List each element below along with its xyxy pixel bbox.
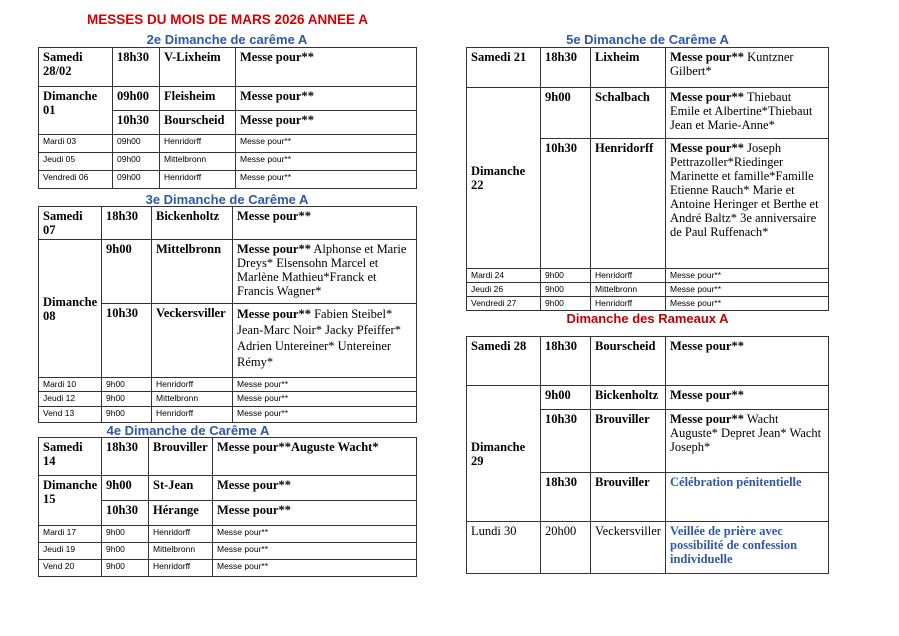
time-cell: 9h00	[102, 378, 152, 392]
table-row	[39, 560, 417, 577]
day-cell: Samedi 21	[467, 48, 541, 88]
table-row	[39, 207, 417, 240]
mass-cell	[666, 139, 829, 269]
day-cell: Dimanche 15	[39, 476, 102, 526]
mass-label: Messe pour**	[670, 50, 744, 64]
place-cell: Henridorff	[152, 378, 233, 392]
section-title-rameaux: Dimanche des Rameaux A	[566, 311, 729, 326]
mass-label: Messe pour**	[237, 307, 311, 321]
time-cell: 18h30	[113, 48, 160, 87]
table-row	[39, 407, 417, 423]
mass-cell: Messe pour**	[666, 269, 829, 283]
intentions: Wacht Auguste* Depret Jean* Wacht Joseph*	[670, 412, 822, 454]
place-cell: Schalbach	[591, 88, 666, 139]
table-row	[39, 392, 417, 407]
time-cell: 10h30	[102, 501, 149, 526]
mass-cell: Messe pour**	[233, 392, 417, 407]
mass-cell	[666, 88, 829, 139]
mass-cell	[233, 240, 417, 304]
day-cell: Samedi 28/02	[39, 48, 113, 87]
place-cell: Henridorff	[160, 171, 236, 189]
place-cell: Brouviller	[591, 410, 666, 473]
mass-label: Messe pour**	[670, 90, 744, 104]
schedule-table-2e-dimanche	[38, 47, 417, 189]
day-cell: Dimanche 01	[39, 87, 113, 135]
table-row	[467, 48, 829, 88]
place-cell: Mittelbronn	[160, 153, 236, 171]
time-cell: 9h00	[541, 269, 591, 283]
time-cell: 18h30	[541, 473, 591, 522]
day-cell: Jeudi 12	[39, 392, 102, 407]
day-cell: Vend 13	[39, 407, 102, 423]
place-cell: Bourscheid	[591, 337, 666, 386]
time-cell: 9h00	[102, 560, 149, 577]
table-row	[467, 283, 829, 297]
schedule-table-rameaux	[466, 336, 829, 574]
mass-cell: Messe pour**	[213, 476, 417, 501]
time-cell: 9h00	[102, 407, 152, 423]
day-cell: Jeudi 05	[39, 153, 113, 171]
time-cell: 9h00	[541, 283, 591, 297]
time-cell: 18h30	[102, 207, 152, 240]
time-cell: 9h00	[102, 240, 152, 304]
mass-cell: Messe pour**	[236, 111, 417, 135]
time-cell: 9h00	[102, 543, 149, 560]
table-row	[39, 526, 417, 543]
time-cell: 10h30	[541, 410, 591, 473]
table-row	[39, 476, 417, 501]
table-row	[467, 337, 829, 386]
place-cell: Henridorff	[149, 526, 213, 543]
mass-cell: Messe pour**	[666, 283, 829, 297]
time-cell: 10h30	[102, 304, 152, 378]
mass-cell: Messe pour**	[233, 378, 417, 392]
mass-cell: Messe pour**	[233, 207, 417, 240]
day-cell: Mardi 24	[467, 269, 541, 283]
schedule-table-4e-dimanche	[38, 437, 417, 577]
day-cell: Samedi 28	[467, 337, 541, 386]
place-cell: Fleisheim	[160, 87, 236, 111]
mass-cell: Veillée de prière avec possibilité de confession individuelle	[666, 522, 829, 574]
table-row	[39, 87, 417, 111]
day-cell: Vendredi 27	[467, 297, 541, 311]
time-cell: 09h00	[113, 171, 160, 189]
intentions: Fabien Steibel* Jean-Marc Noir* Jacky Pfeiffer* Adrien Untereiner* Untereiner Rémy*	[237, 307, 401, 369]
mass-cell: Messe pour**	[233, 407, 417, 423]
schedule-table-5e-dimanche	[466, 47, 829, 311]
mass-cell: Messe pour**	[213, 560, 417, 577]
place-cell: Henridorff	[591, 269, 666, 283]
time-cell: 18h30	[102, 438, 149, 476]
day-cell: Samedi 07	[39, 207, 102, 240]
place-cell: Veckersviller	[591, 522, 666, 574]
mass-cell: Messe pour**	[236, 171, 417, 189]
schedule-table-3e-dimanche	[38, 206, 417, 423]
intentions: Kuntzner Gilbert*	[670, 50, 794, 78]
mass-cell: Messe pour**	[236, 48, 417, 87]
table-row	[467, 522, 829, 574]
mass-cell: Messe pour**	[213, 543, 417, 560]
table-row	[39, 378, 417, 392]
mass-cell: Messe pour**	[236, 87, 417, 111]
day-cell: Vend 20	[39, 560, 102, 577]
section-title-3e-dimanche: 3e Dimanche de Carême A	[145, 192, 309, 207]
time-cell: 09h00	[113, 135, 160, 153]
intentions: Joseph Pettrazoller*Riedinger Marinette et famille*Famille Etienne Rauch* Marie et Antoine Heringer et Berthe et André Baltz* 3e anniversaire de Paul Ruffenach*	[670, 141, 819, 239]
mass-cell: Messe pour**	[213, 501, 417, 526]
place-cell: Brouviller	[591, 473, 666, 522]
page-title: MESSES DU MOIS DE MARS 2026 ANNEE A	[87, 12, 369, 27]
place-cell: V-Lixheim	[160, 48, 236, 87]
table-row	[467, 386, 829, 410]
place-cell: Hérange	[149, 501, 213, 526]
section-title-2e-dimanche: 2e Dimanche de carême A	[146, 32, 308, 47]
section-title-4e-dimanche: 4e Dimanche de Carême A	[106, 423, 270, 438]
day-cell: Lundi 30	[467, 522, 541, 574]
table-row	[39, 240, 417, 304]
day-cell: Dimanche 08	[39, 240, 102, 378]
mass-cell: Messe pour**	[666, 386, 829, 410]
time-cell: 18h30	[541, 337, 591, 386]
intentions: Thiebaut Emile et Albertine*Thiebaut Jean et Marie-Anne*	[670, 90, 813, 132]
mass-label: Messe pour**	[670, 412, 744, 426]
place-cell: Bickenholtz	[152, 207, 233, 240]
time-cell: 9h00	[102, 526, 149, 543]
place-cell: Henridorff	[591, 297, 666, 311]
mass-label: Messe pour**	[237, 242, 311, 256]
table-row	[39, 48, 417, 87]
mass-cell	[233, 304, 417, 378]
day-cell: Samedi 14	[39, 438, 102, 476]
place-cell: Henridorff	[152, 407, 233, 423]
day-cell: Dimanche 29	[467, 386, 541, 522]
time-cell: 9h00	[541, 386, 591, 410]
place-cell: Mittelbronn	[152, 392, 233, 407]
day-cell: Vendredi 06	[39, 171, 113, 189]
section-title-5e-dimanche: 5e Dimanche de Carême A	[566, 32, 729, 47]
time-cell: 10h30	[541, 139, 591, 269]
time-cell: 10h30	[113, 111, 160, 135]
mass-cell: Messe pour**Auguste Wacht*	[213, 438, 417, 476]
place-cell: St-Jean	[149, 476, 213, 501]
place-cell: Lixheim	[591, 48, 666, 88]
time-cell: 18h30	[541, 48, 591, 88]
place-cell: Bourscheid	[160, 111, 236, 135]
table-row	[39, 135, 417, 153]
day-cell: Dimanche 22	[467, 88, 541, 269]
place-cell: Mittelbronn	[152, 240, 233, 304]
mass-cell: Célébration pénitentielle	[666, 473, 829, 522]
mass-cell: Messe pour**	[666, 337, 829, 386]
table-row	[39, 153, 417, 171]
place-cell: Henridorff	[149, 560, 213, 577]
day-cell: Mardi 17	[39, 526, 102, 543]
mass-cell: Messe pour**	[236, 135, 417, 153]
time-cell: 9h00	[102, 392, 152, 407]
table-row	[39, 543, 417, 560]
table-row	[39, 438, 417, 476]
table-row	[467, 269, 829, 283]
mass-cell: Messe pour**	[666, 297, 829, 311]
time-cell: 9h00	[102, 476, 149, 501]
table-row	[467, 297, 829, 311]
mass-cell	[666, 48, 829, 88]
intentions: Alphonse et Marie Dreys* Elsensohn Marcel et Marlène Mathieu*Franck et Francis Wagner*	[237, 242, 407, 298]
mass-label: Messe pour**	[670, 141, 744, 155]
place-cell: Veckersviller	[152, 304, 233, 378]
place-cell: Mittelbronn	[149, 543, 213, 560]
day-cell: Mardi 03	[39, 135, 113, 153]
time-cell: 20h00	[541, 522, 591, 574]
mass-cell: Messe pour**	[213, 526, 417, 543]
day-cell: Jeudi 19	[39, 543, 102, 560]
day-cell: Mardi 10	[39, 378, 102, 392]
place-cell: Brouviller	[149, 438, 213, 476]
mass-cell: Messe pour**	[236, 153, 417, 171]
time-cell: 09h00	[113, 153, 160, 171]
day-cell: Jeudi 26	[467, 283, 541, 297]
table-row	[467, 88, 829, 139]
place-cell: Bickenholtz	[591, 386, 666, 410]
time-cell: 9h00	[541, 297, 591, 311]
place-cell: Mittelbronn	[591, 283, 666, 297]
table-row	[39, 171, 417, 189]
time-cell: 9h00	[541, 88, 591, 139]
place-cell: Henridorff	[160, 135, 236, 153]
mass-cell	[666, 410, 829, 473]
place-cell: Henridorff	[591, 139, 666, 269]
time-cell: 09h00	[113, 87, 160, 111]
